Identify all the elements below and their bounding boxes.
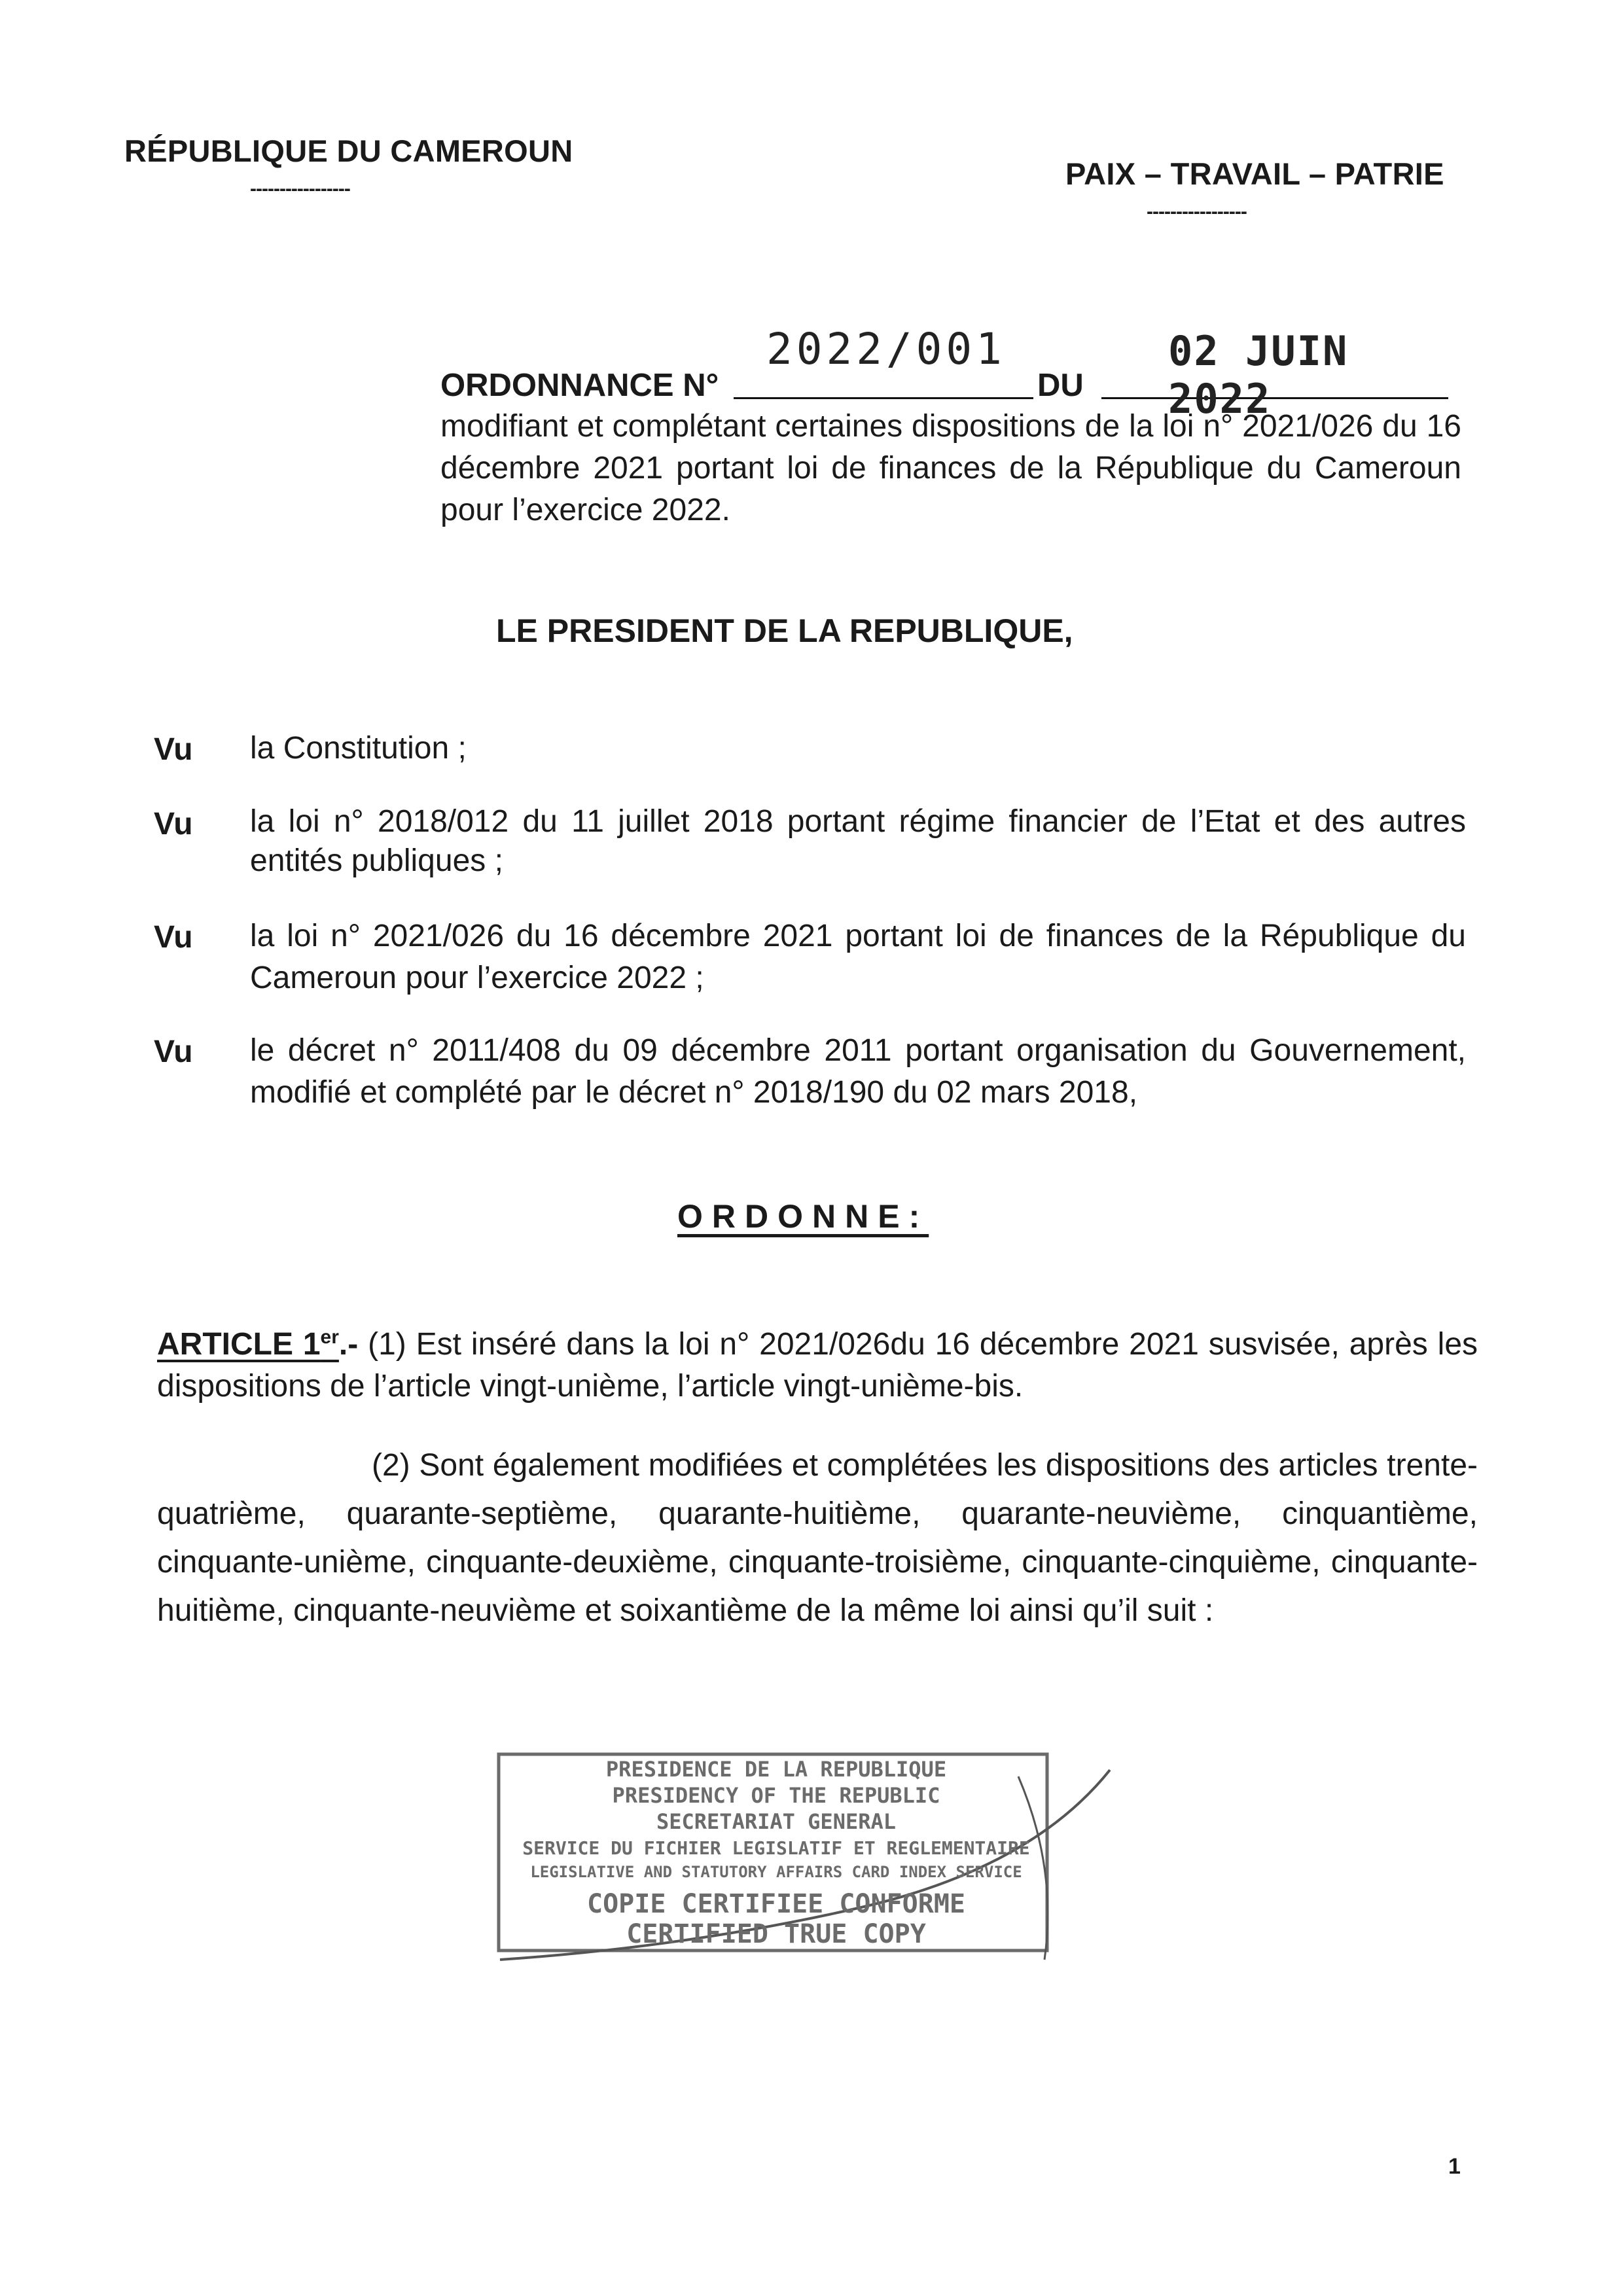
header-left-dashes: -----------------: [250, 178, 350, 200]
ordinance-subject: modifiant et complétant certaines dispositions de la loi n° 2021/026 du 16 décembre 2021 portant loi de finances de la République du Cameroun pour l’exercice 2022.: [440, 409, 1461, 527]
article-1-title-suffix: .-: [338, 1327, 359, 1362]
visa-text: la loi n° 2021/026 du 16 décembre 2021 portant loi de finances de la République du Cameroun pour l’exercice 2022 ;: [250, 919, 1466, 995]
visa-label: Vu: [154, 1034, 193, 1069]
visa-text: le décret n° 2011/408 du 09 décembre 2011 portant organisation du Gouvernement, modifié et complété par le décret n° 2018/190 du 02 mars 2018,: [250, 1033, 1466, 1110]
page-number: 1: [1448, 2154, 1461, 2179]
article-1-para-1-text: (1) Est inséré dans la loi n° 2021/026du 16 décembre 2021 susvisée, après les dispositions de l’article vingt-unième, l’article vingt-unième-bis.: [157, 1327, 1478, 1404]
article-1-para-1: [157, 1316, 1478, 1407]
stamp-line-2: PRESIDENCY OF THE REPUBLIC: [612, 1783, 940, 1808]
header-left-title: RÉPUBLIQUE DU CAMEROUN: [124, 133, 573, 168]
ordinance-title-line: [440, 324, 1448, 423]
stamp-line-1: PRESIDENCE DE LA REPUBLIQUE: [605, 1757, 947, 1782]
president-heading: LE PRESIDENT DE LA REPUBLIQUE,: [496, 612, 1073, 649]
visa-label: Vu: [154, 920, 193, 955]
article-1-title-superscript: er: [320, 1326, 339, 1348]
stamp-line-4: SERVICE DU FICHIER LEGISLATIF ET REGLEMENTAIRE: [522, 1837, 1030, 1859]
article-1-title-text: ARTICLE 1: [157, 1327, 321, 1362]
header-right-dashes: -----------------: [1147, 201, 1247, 222]
ordinance-date-handwritten: 02 JUIN 2022: [1168, 327, 1349, 423]
article-1-title: [157, 1327, 339, 1362]
stamp-line-6: COPIE CERTIFIEE CONFORME: [587, 1889, 965, 1919]
ordinance-label: ORDONNANCE N°: [440, 368, 719, 403]
stamp-line-5: LEGISLATIVE AND STATUTORY AFFAIRS CARD INDEX SERVICE: [530, 1863, 1022, 1881]
article-1-para-2: (2) Sont également modifiées et complétées les dispositions des articles trente-quatrième, quarante-septième, quarante-huitième, quarante-neuvième, cinquantième, cinquante-unième, cinquante-deuxième, cinquante-troisième, cinquante-cinquième, cinquante-huitième, cinquante-neuvième et soixantième de la même loi ainsi qu’il suit :: [157, 1448, 1478, 1628]
stamp-line-7: CERTIFIED TRUE COPY: [626, 1919, 926, 1949]
header-right-title: PAIX – TRAVAIL – PATRIE: [1065, 156, 1444, 191]
visa-text: la Constitution ;: [250, 731, 467, 766]
ordinance-du-label: DU: [1037, 368, 1084, 403]
ordinance-number-blank: [734, 397, 1033, 399]
stamp-line-3: SECRETARIAT GENERAL: [656, 1809, 897, 1834]
ordinance-number-handwritten: 2022/001: [766, 324, 1006, 374]
ordonne-heading: ORDONNE:: [677, 1198, 929, 1235]
certified-copy-stamp: [495, 1750, 1123, 1963]
visa-text: la loi n° 2018/012 du 11 juillet 2018 portant régime financier de l’Etat et des autres entités publiques ;: [250, 804, 1466, 878]
visa-label: Vu: [154, 732, 193, 767]
visa-label: Vu: [154, 807, 193, 841]
